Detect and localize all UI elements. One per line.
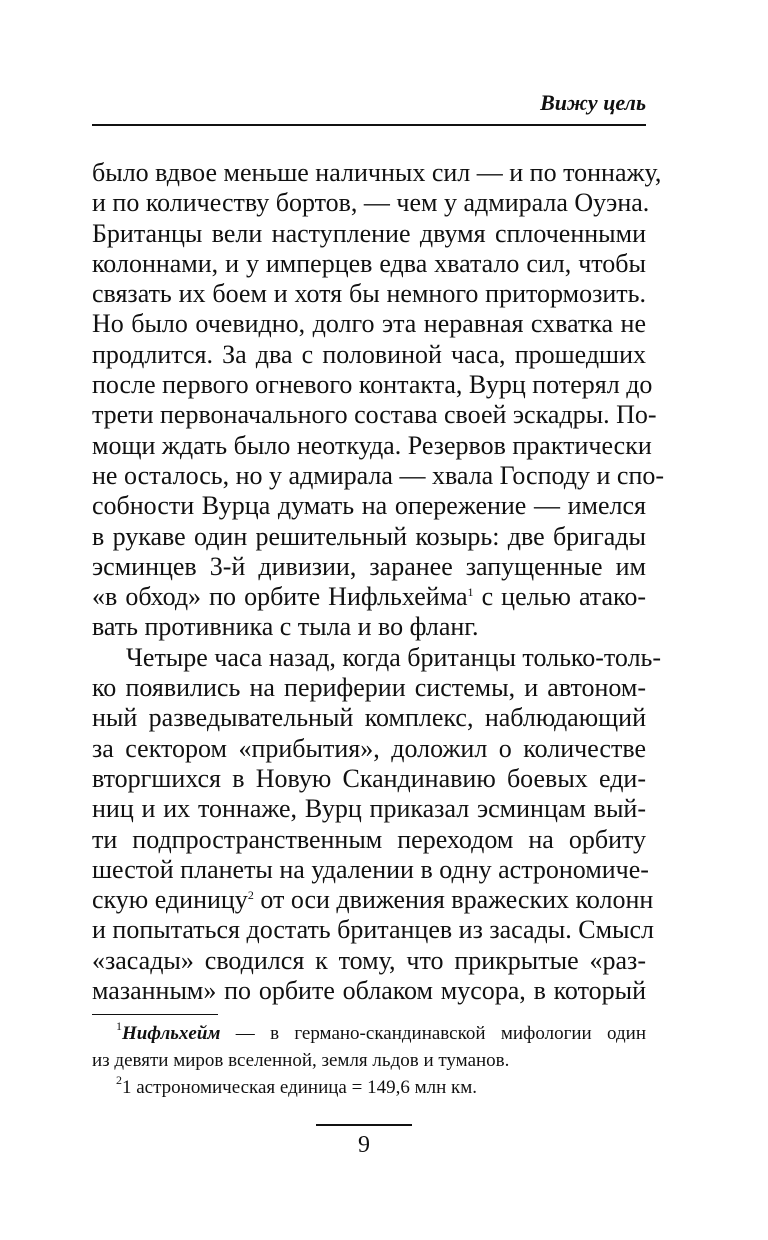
- text-line: собности Вурца думать на опережение — имелся: [92, 491, 646, 521]
- footnote-rule: [92, 1014, 218, 1015]
- text-line: Но было очевидно, долго эта неравная схватка не: [92, 309, 646, 339]
- text-line: трети первоначального состава своей эскадры. По-: [92, 400, 657, 430]
- text-line: вать противника с тыла и во фланг.: [92, 612, 479, 642]
- text-line: [92, 885, 654, 915]
- text-line: после первого огневого контакта, Вурц потерял до: [92, 370, 653, 400]
- text-line: шестой планеты на удалении в одну астрономиче-: [92, 854, 649, 884]
- text-line: ти подпространственным переходом на орбиту: [92, 824, 646, 854]
- text-line: было вдвое меньше наличных сил — и по тоннажу,: [92, 158, 662, 187]
- running-head: Вижу цель: [540, 90, 646, 115]
- text-line: и попытаться достать британцев из засады. Смысл: [92, 915, 655, 945]
- text-line: «засады» сводился к тому, что прикрытые «раз-: [92, 945, 646, 975]
- text-line: в рукаве один решительный козырь: две бригады: [92, 521, 646, 551]
- footnote-1-continued: из девяти миров вселенной, земля льдов и туманов.: [92, 1050, 510, 1071]
- text-line: Четыре часа назад, когда британцы только-толь-: [126, 642, 662, 672]
- footnote-ref-1[interactable]: 1: [467, 585, 474, 600]
- footnote-ref-2[interactable]: 2: [247, 888, 254, 903]
- footnote-marker: 1: [116, 1019, 122, 1033]
- page-number-rule: [316, 1124, 412, 1126]
- text-line: ко появились на периферии системы, и автоном-: [92, 673, 646, 703]
- text-line: мощи ждать было неоткуда. Резервов практически: [92, 430, 652, 460]
- text-line: [92, 582, 646, 612]
- text-line: не осталось, но у адмирала — хвала Господу и спо-: [92, 460, 665, 490]
- text-line: связать их боем и хотя бы немного притормозить.: [92, 279, 646, 309]
- text-segment: скую единицу: [92, 885, 248, 915]
- text-line: за сектором «прибытия», доложил о количестве: [92, 733, 646, 763]
- text-line: мазанным» по орбите облаком мусора, в который: [92, 976, 646, 1006]
- text-line: и по количеству бортов, — чем у адмирала Оуэна.: [92, 188, 650, 218]
- text-line: вторгшихся в Новую Скандинавию боевых еди-: [92, 763, 646, 793]
- body-text: [92, 158, 665, 1006]
- footnote-text: — в германо-скандинавской мифологии один: [220, 1023, 646, 1044]
- text-line: продлится. За два с половиной часа, прошедших: [92, 339, 646, 369]
- text-line: эсминцев 3-й дивизии, заранее запущенные им: [92, 551, 646, 581]
- text-segment: «в обход» по орбите Нифльхейма: [92, 582, 468, 612]
- footnote-1: [92, 1020, 646, 1047]
- text-line: ный разведывательный комплекс, наблюдающий: [92, 703, 646, 733]
- text-segment: от оси движения вражеских колонн: [253, 885, 654, 915]
- footnote-text: 1 астрономическая единица = 149,6 млн км.: [122, 1077, 478, 1098]
- footnote-marker: 2: [116, 1073, 122, 1087]
- footnote-term: Нифльхейм: [122, 1023, 221, 1044]
- footnotes: [92, 1020, 646, 1101]
- text-line: ниц и их тоннаже, Вурц приказал эсминцам вый-: [92, 794, 646, 824]
- footnote-2: [92, 1074, 646, 1101]
- page-number: 9: [358, 1132, 370, 1158]
- header-rule: [92, 124, 646, 126]
- text-line: Британцы вели наступление двумя сплоченными: [92, 218, 646, 248]
- text-segment: с целью атако-: [473, 582, 646, 612]
- text-line: колоннами, и у имперцев едва хватало сил, чтобы: [92, 248, 646, 278]
